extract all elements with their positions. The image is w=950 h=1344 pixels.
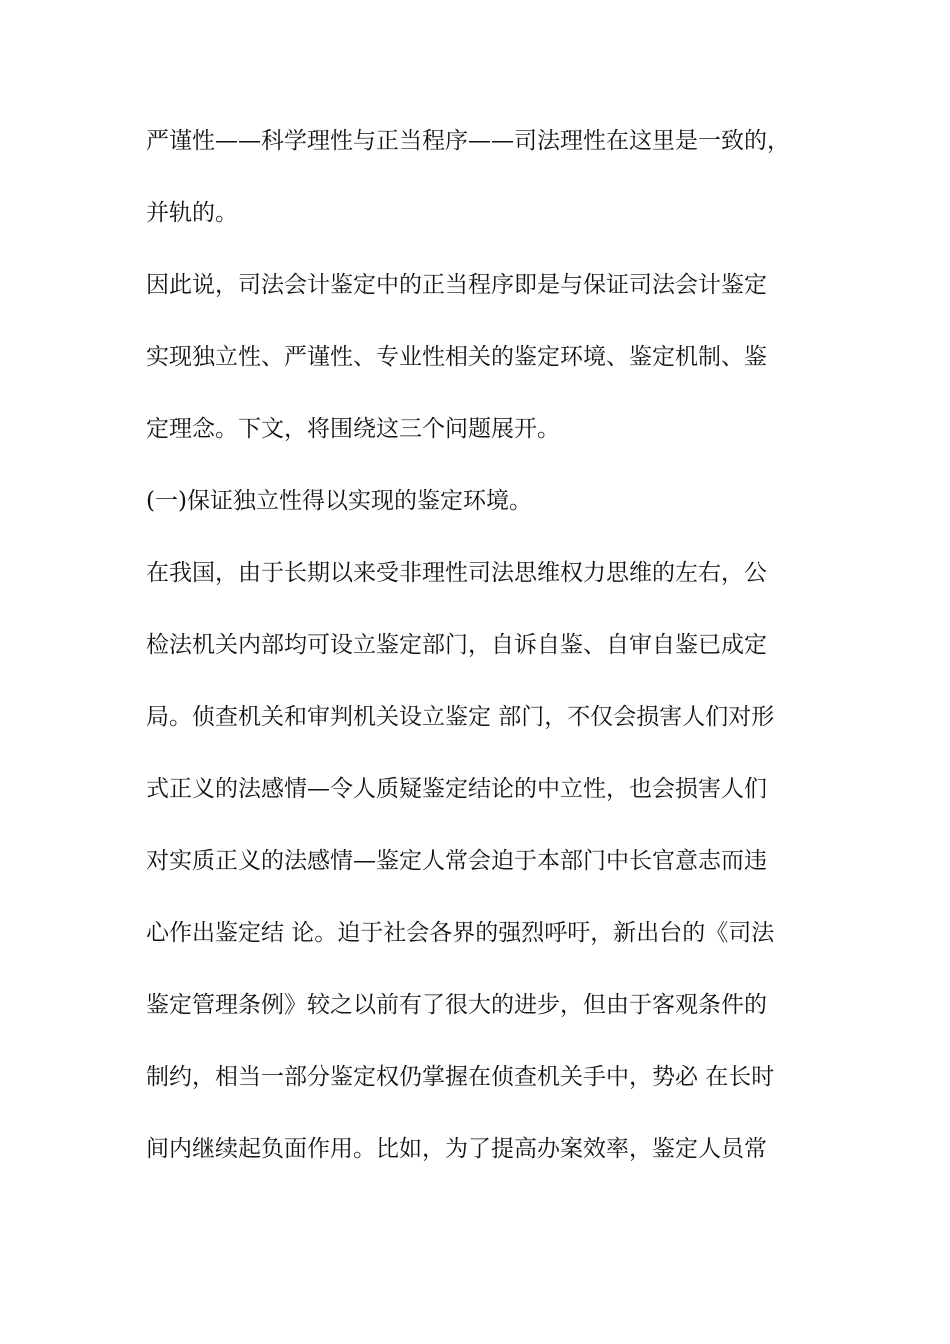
text-line: 因此说，司法会计鉴定中的正当程序即是与保证司法会计鉴定 (146, 272, 767, 298)
text-line: 鉴定管理条例》较之以前有了很大的进步，但由于客观条件的 (146, 992, 767, 1018)
text-line: 局。侦查机关和审判机关设立鉴定 部门，不仅会损害人们对形 (146, 704, 775, 730)
text-line: 检法机关内部均可设立鉴定部门，自诉自鉴、自审自鉴已成定 (146, 632, 767, 658)
text-line: 定理念。下文，将围绕这三个问题展开。 (146, 416, 560, 442)
section-heading: (一)保证独立性得以实现的鉴定环境。 (146, 488, 532, 514)
text-line: 在我国，由于长期以来受非理性司法思维权力思维的左右，公 (146, 560, 767, 586)
text-line: 实现独立性、严谨性、专业性相关的鉴定环境、鉴定机制、鉴 (146, 344, 767, 370)
document-body (146, 118, 826, 1198)
text-line: 并轨的。 (146, 200, 238, 226)
text-line: 制约，相当一部分鉴定权仍掌握在侦查机关手中，势必 在长时 (146, 1064, 775, 1090)
text-line: 严谨性——科学理性与正当程序——司法理性在这里是一致的， (146, 128, 790, 154)
text-line: 式正义的法感情—令人质疑鉴定结论的中立性，也会损害人们 (146, 776, 767, 802)
text-line: 心作出鉴定结 论。迫于社会各界的强烈呼吁，新出台的《司法 (146, 920, 775, 946)
text-line: 对实质正义的法感情—鉴定人常会迫于本部门中长官意志而违 (146, 848, 767, 874)
text-line: 间内继续起负面作用。比如，为了提高办案效率，鉴定人员常 (146, 1136, 767, 1162)
